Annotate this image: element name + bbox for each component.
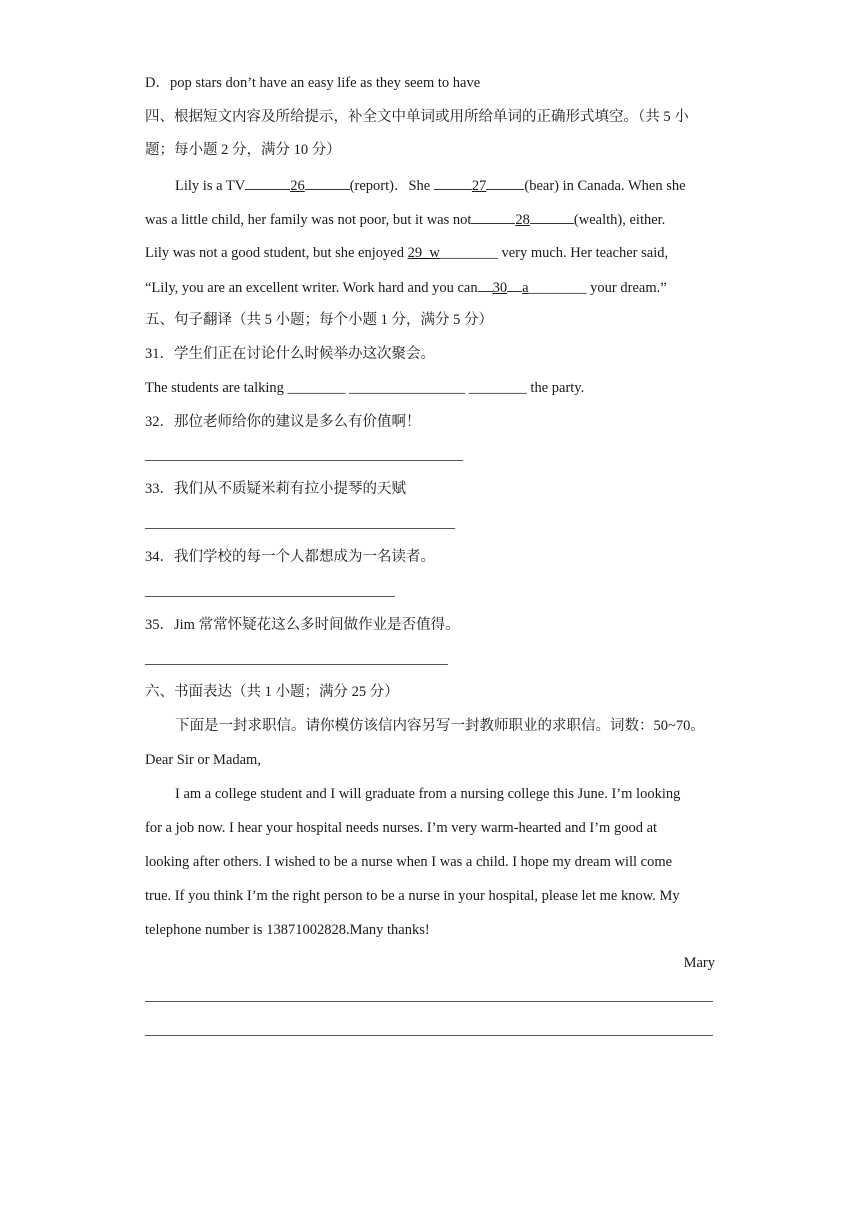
blank-27-tail[interactable] (486, 175, 524, 190)
passage-text: Lily was not a good student, but she enjoyed (145, 245, 408, 261)
passage-text: (bear) in Canada. When she (524, 178, 686, 194)
passage-line-3 (145, 243, 668, 263)
blank-26-lead[interactable] (245, 175, 290, 190)
question-31: 31．学生们正在讨论什么时候举办这次聚会。 (145, 346, 435, 362)
blank-27-number[interactable]: 27 (471, 178, 487, 194)
question-32: 32．那位老师给你的建议是多么有价值啊！ (145, 414, 421, 430)
passage-line-4 (145, 277, 667, 298)
section4-heading-line2: 题；每小题 2 分，满分 10 分） (145, 142, 341, 158)
blank-27-lead[interactable] (434, 175, 472, 190)
passage-text: (report)．She (349, 178, 434, 194)
passage-line-1 (175, 175, 686, 196)
question-35: 35．Jim 常常怀疑花这么多时间做作业是否值得。 (145, 617, 460, 633)
option-d: D．pop stars don’t have an easy life as they seem to have (145, 75, 481, 91)
question-31-english[interactable]: The students are talking ________ ________________ ________ the party. (145, 380, 585, 396)
blank-28-lead[interactable] (471, 209, 515, 224)
blank-28-number[interactable]: 28 (515, 212, 530, 228)
passage-text: (wealth), either. (573, 212, 666, 228)
passage-line-2 (145, 209, 665, 230)
passage-text: “Lily, you are an excellent writer. Work hard and you can (145, 280, 478, 296)
blank-30-number[interactable]: 30 (492, 280, 508, 296)
blank-28-tail[interactable] (530, 209, 574, 224)
question-34: 34．我们学校的每一个人都想成为一名读者。 (145, 549, 435, 565)
section5-heading: 五、句子翻译（共 5 小题；每个小题 1 分，满分 5 分） (145, 312, 493, 328)
passage-text: ________ very much. Her teacher said, (439, 245, 669, 261)
writing-instruction: 下面是一封求职信。请你模仿该信内容另写一封教师职业的求职信。词数：50~70。 (175, 718, 705, 734)
letter-line-5: telephone number is 13871002828.Many thanks! (145, 922, 430, 938)
passage-text: ________ your dream.” (528, 280, 667, 296)
letter-salutation: Dear Sir or Madam, (145, 752, 261, 768)
section4-heading-line1: 四、根据短文内容及所给提示，补全文中单词或用所给单词的正确形式填空。（共 5 小 (145, 109, 689, 125)
section6-heading: 六、书面表达（共 1 小题；满分 25 分） (145, 684, 399, 700)
letter-signature: Mary (683, 955, 715, 971)
writing-answer-line-1[interactable] (145, 1001, 713, 1002)
answer-line-35[interactable] (145, 664, 448, 665)
passage-text: was a little child, her family was not poor, but it was not (145, 212, 472, 228)
blank-30-hint[interactable]: a (522, 280, 529, 296)
blank-29[interactable]: 29_w (407, 245, 440, 261)
blank-30-lead[interactable] (478, 277, 493, 292)
blank-26-tail[interactable] (305, 175, 350, 190)
passage-text: Lily is a TV (175, 178, 246, 194)
answer-line-32[interactable] (145, 460, 463, 461)
letter-line-2: for a job now. I hear your hospital needs nurses. I’m very warm-hearted and I’m good at (145, 820, 658, 836)
letter-line-4: true. If you think I’m the right person to be a nurse in your hospital, please let me know. My (145, 888, 680, 904)
answer-line-34[interactable] (145, 596, 395, 597)
letter-line-1: I am a college student and I will graduate from a nursing college this June. I’m looking (175, 786, 681, 802)
question-33: 33．我们从不质疑米莉有拉小提琴的天赋 (145, 481, 406, 497)
answer-line-33[interactable] (145, 528, 455, 529)
letter-line-3: looking after others. I wished to be a nurse when I was a child. I hope my dream will come (145, 854, 673, 870)
writing-answer-line-2[interactable] (145, 1035, 713, 1036)
blank-30-gap[interactable] (507, 277, 522, 292)
blank-26-number[interactable]: 26 (290, 178, 305, 194)
